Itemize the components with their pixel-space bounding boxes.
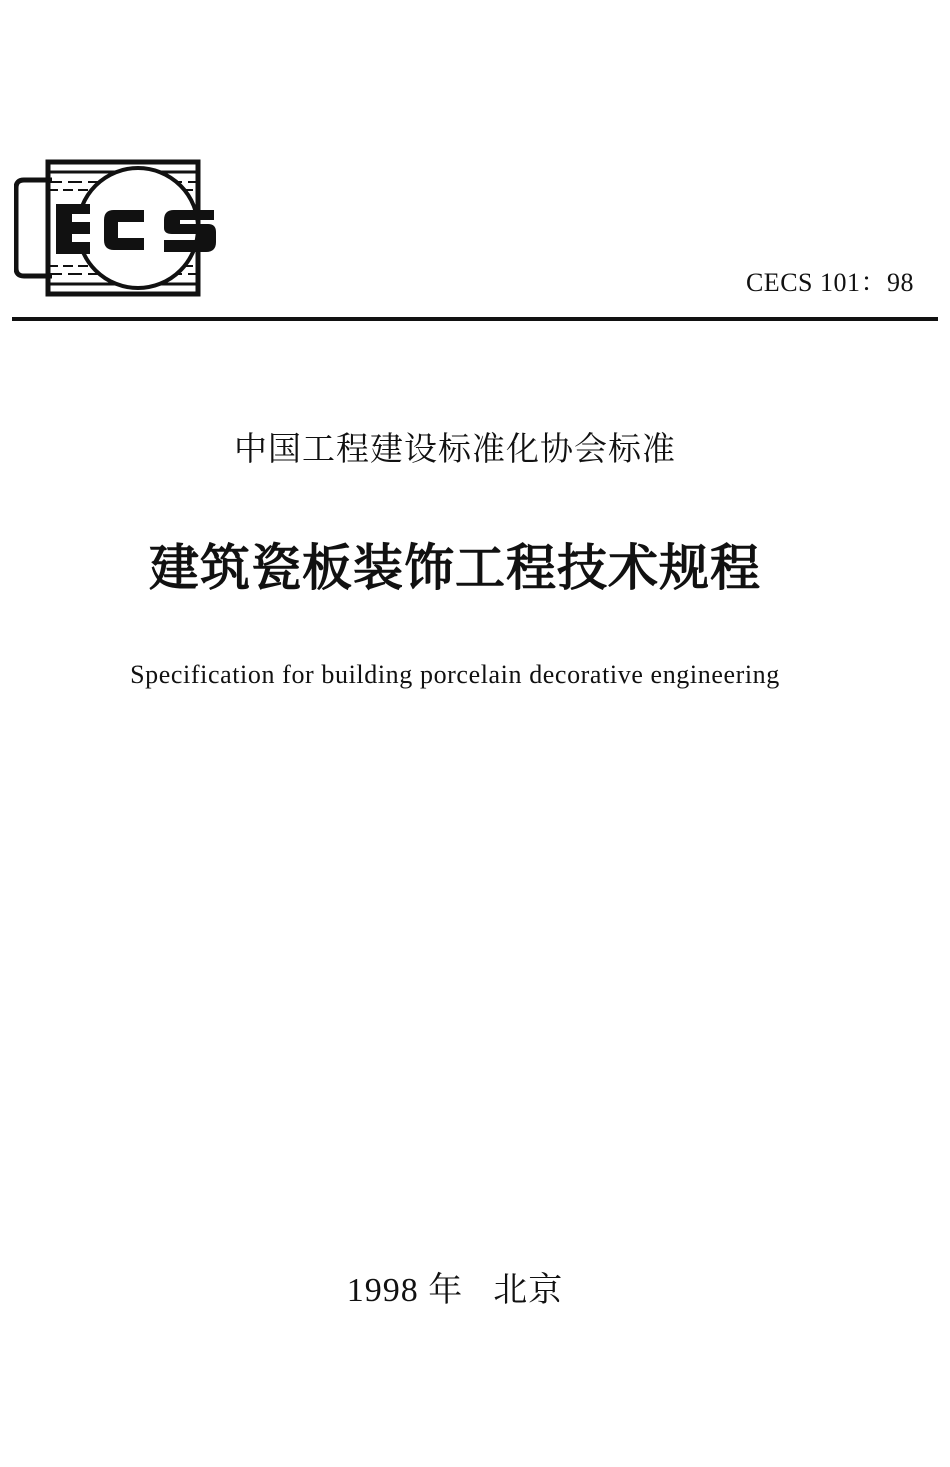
- header-divider: [12, 317, 938, 321]
- cecs-logo: [14, 158, 220, 298]
- standard-code: CECS 101：98: [745, 268, 914, 297]
- organization-title: 中国工程建设标准化协会标准: [234, 429, 676, 468]
- english-title: Specification for building porcelain decorative engineering: [130, 660, 780, 689]
- cecs-logo-graphic: [14, 158, 220, 298]
- imprint: [0, 1262, 910, 1311]
- imprint-year: 1998 年: [346, 1272, 464, 1309]
- imprint-place: 北京: [493, 1272, 564, 1309]
- main-title: 建筑瓷板装饰工程技术规程: [149, 538, 761, 597]
